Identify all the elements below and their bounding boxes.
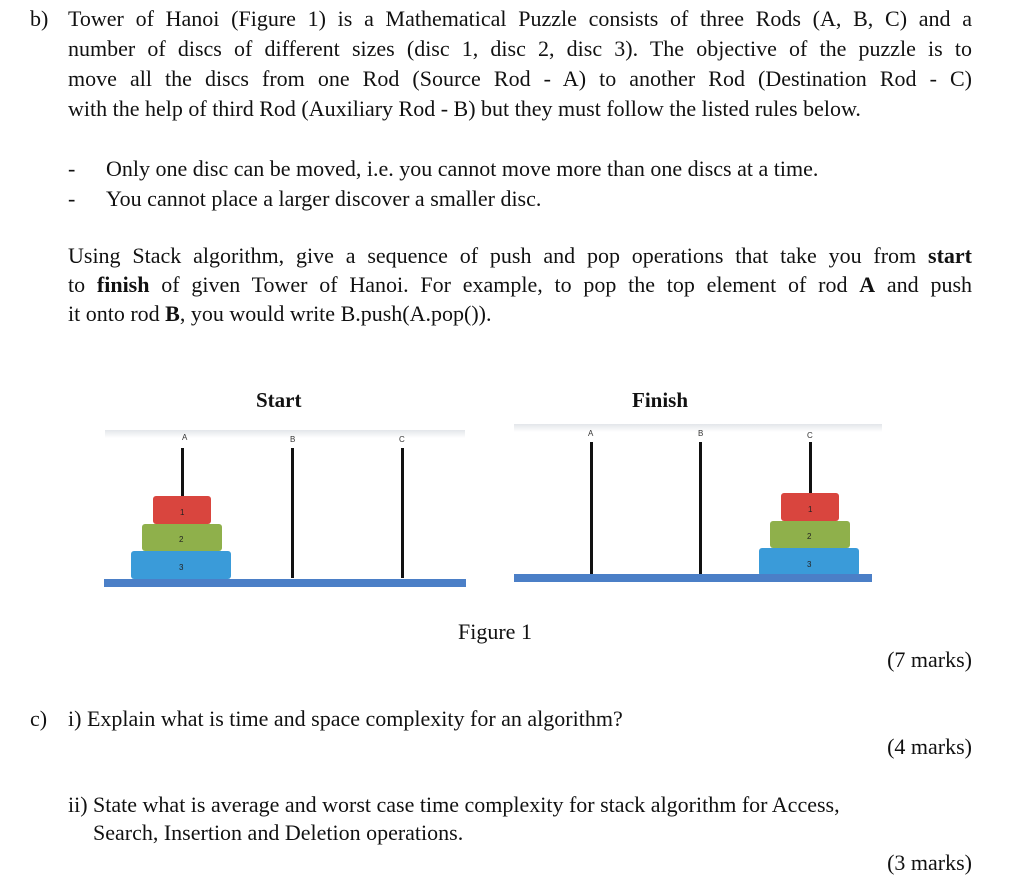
panel-shadow bbox=[105, 430, 465, 438]
rod-label-c: C bbox=[807, 431, 813, 440]
rule-2: You cannot place a larger discover a smaller disc. bbox=[106, 186, 542, 211]
rod-label-b: B bbox=[698, 429, 704, 438]
instruction-line-2: to finish of given Tower of Hanoi. For example, to pop the top element of rod A and push bbox=[68, 272, 973, 297]
rule-1: Only one disc can be moved, i.e. you cannot move more than one discs at a time. bbox=[106, 156, 819, 181]
disc-label-3: 3 bbox=[807, 560, 812, 569]
question-c-part-i-marks: (4 marks) bbox=[887, 734, 972, 759]
hanoi-start-diagram bbox=[100, 426, 470, 592]
rod-label-b: B bbox=[290, 435, 296, 444]
disc-label-2: 2 bbox=[807, 532, 812, 541]
question-b-marks: (7 marks) bbox=[887, 647, 972, 672]
question-b-label: b) bbox=[30, 6, 49, 31]
figure-finish-title: Finish bbox=[632, 388, 689, 412]
rod-b bbox=[291, 448, 294, 578]
finish-keyword: finish bbox=[96, 272, 150, 297]
disc-label-2: 2 bbox=[179, 535, 184, 544]
rod-c bbox=[401, 448, 404, 578]
question-c-part-ii-line-2: Search, Insertion and Deletion operations. bbox=[93, 820, 464, 845]
question-c-label: c) bbox=[30, 706, 48, 731]
figure-caption: Figure 1 bbox=[458, 619, 532, 644]
question-c-part-i: i) Explain what is time and space complexity for an algorithm? bbox=[68, 706, 623, 731]
question-c-part-ii-line-1: ii) State what is average and worst case time complexity for stack algorithm for Access, bbox=[68, 792, 840, 817]
rod-a bbox=[590, 442, 593, 575]
figure-start-title: Start bbox=[256, 388, 302, 412]
question-b-line-3: move all the discs from one Rod (Source Rod - A) to another Rod (Destination Rod - C) bbox=[68, 66, 972, 91]
question-b-line-2: number of discs of different sizes (disc 1, disc 2, disc 3). The objective of the puzzle is to bbox=[68, 36, 972, 61]
rod-label-a: A bbox=[588, 429, 594, 438]
question-b-line-1: Tower of Hanoi (Figure 1) is a Mathematical Puzzle consists of three Rods (A, B, C) and a bbox=[68, 6, 972, 31]
rule-bullet: - bbox=[68, 186, 76, 211]
rule-bullet: - bbox=[68, 156, 76, 181]
disc-label-3: 3 bbox=[179, 563, 184, 572]
disc-label-1: 1 bbox=[180, 508, 185, 517]
hanoi-finish-diagram bbox=[512, 420, 882, 586]
instruction-line-3: it onto rod B, you would write B.push(A.pop()). bbox=[68, 301, 492, 326]
rod-b bbox=[699, 442, 702, 575]
base-platform bbox=[514, 574, 872, 582]
start-keyword: start bbox=[928, 243, 972, 268]
rod-a-keyword: A bbox=[859, 272, 876, 297]
base-platform bbox=[104, 579, 466, 587]
disc-label-1: 1 bbox=[808, 505, 813, 514]
instruction-line-1: Using Stack algorithm, give a sequence of push and pop operations that take you from start bbox=[68, 243, 972, 268]
rod-label-c: C bbox=[399, 435, 405, 444]
question-b-line-4: with the help of third Rod (Auxiliary Rod - B) but they must follow the listed rules below. bbox=[68, 96, 861, 121]
question-c-part-ii-marks: (3 marks) bbox=[887, 850, 972, 875]
rod-label-a: A bbox=[182, 433, 188, 442]
rod-b-keyword: B bbox=[165, 301, 180, 326]
